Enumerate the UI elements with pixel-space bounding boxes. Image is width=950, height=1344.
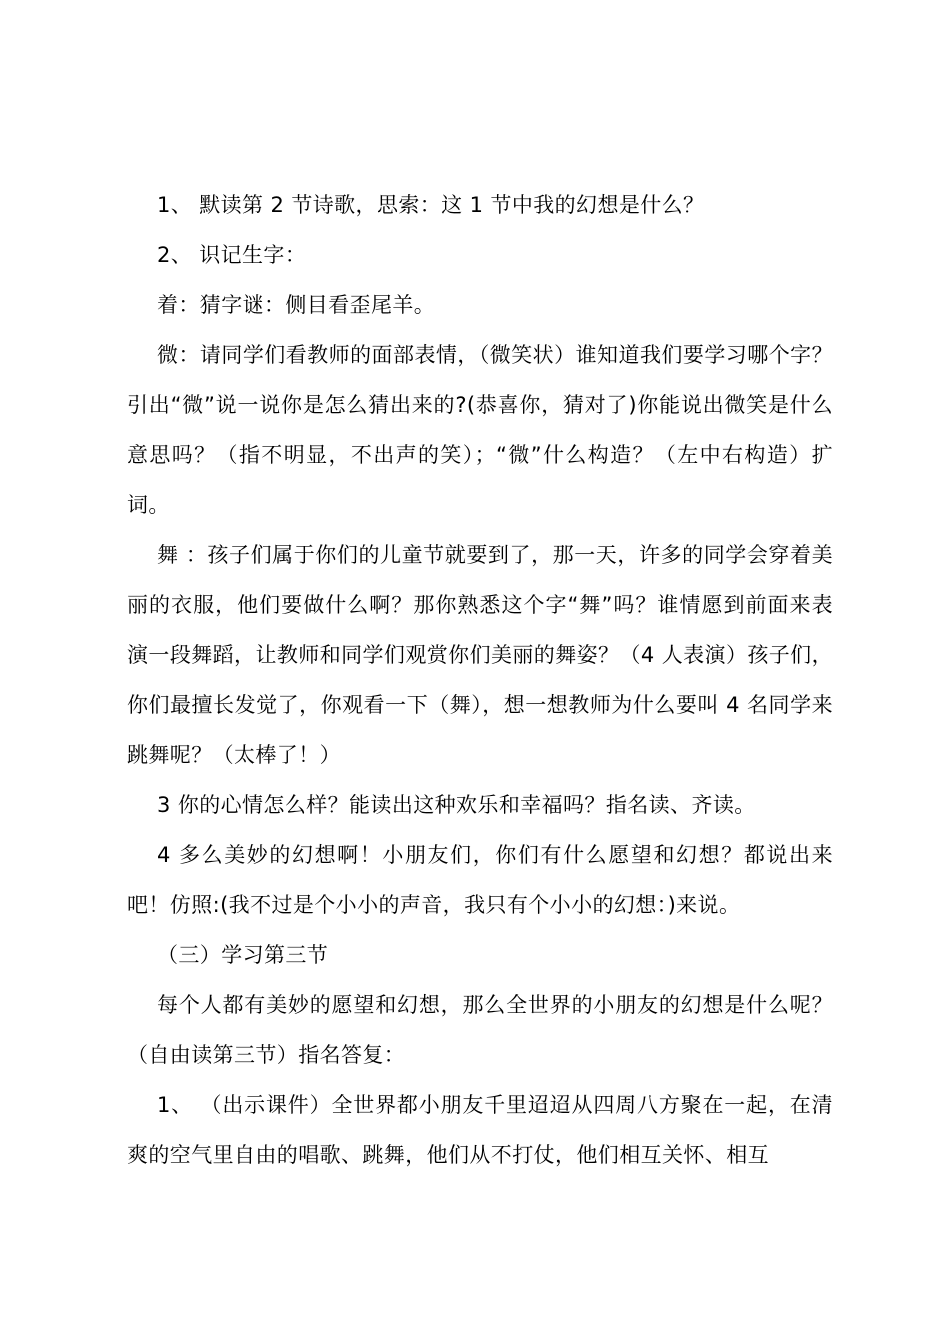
paragraph-step-2: 2、 识记生字： [157, 243, 307, 267]
paragraph-step-3: 3 你的心情怎么样？能读出这种欢乐和幸福吗？指名读、齐读。 [157, 793, 756, 817]
section-heading-3: （三）学习第三节 [157, 943, 329, 967]
paragraph-char-wei: 微：请同学们看教师的面部表情，（微笑状）谁知道我们要学习哪个字？引出“微”说一说你是怎么猜出来的?(恭喜你，猜对了)你能说出微笑是什么意思吗？（指不明显，不出声的笑）；“微”什么构造？（左中右构造）扩词。 [127, 343, 833, 517]
paragraph-char-wu: 舞 ：孩子们属于你们的儿童节就要到了，那一天，许多的同学会穿着美丽的衣服，他们要做什么啊？那你熟悉这个字“舞”吗？谁情愿到前面来表演一段舞蹈，让教师和同学们观赏你们美丽的舞姿？（4 人表演）孩子们，你们最擅长发觉了，你观看一下（舞），想一想教师为什么要叫 4 名同学来跳舞呢？（太棒了！） [127, 543, 833, 767]
document-body [127, 180, 833, 1180]
paragraph-step-1: 1、 默读第 2 节诗歌，思索：这 1 节中我的幻想是什么？ [157, 193, 705, 217]
paragraph-section-3-intro: 每个人都有美妙的愿望和幻想，那么全世界的小朋友的幻想是什么呢？（自由读第三节）指名答复： [127, 993, 833, 1067]
paragraph-section-3-step-1: 1、 （出示课件）全世界都小朋友千里迢迢从四周八方聚在一起，在清爽的空气里自由的唱歌、跳舞，他们从不打仗，他们相互关怀、相互 [127, 1093, 833, 1167]
paragraph-step-4: 4 多么美妙的幻想啊！小朋友们，你们有什么愿望和幻想？都说出来吧！仿照:(我不过是个小小的声音，我只有个小小的幻想：)来说。 [127, 843, 833, 917]
paragraph-char-zhe: 着：猜字谜：侧目看歪尾羊。 [157, 293, 436, 317]
